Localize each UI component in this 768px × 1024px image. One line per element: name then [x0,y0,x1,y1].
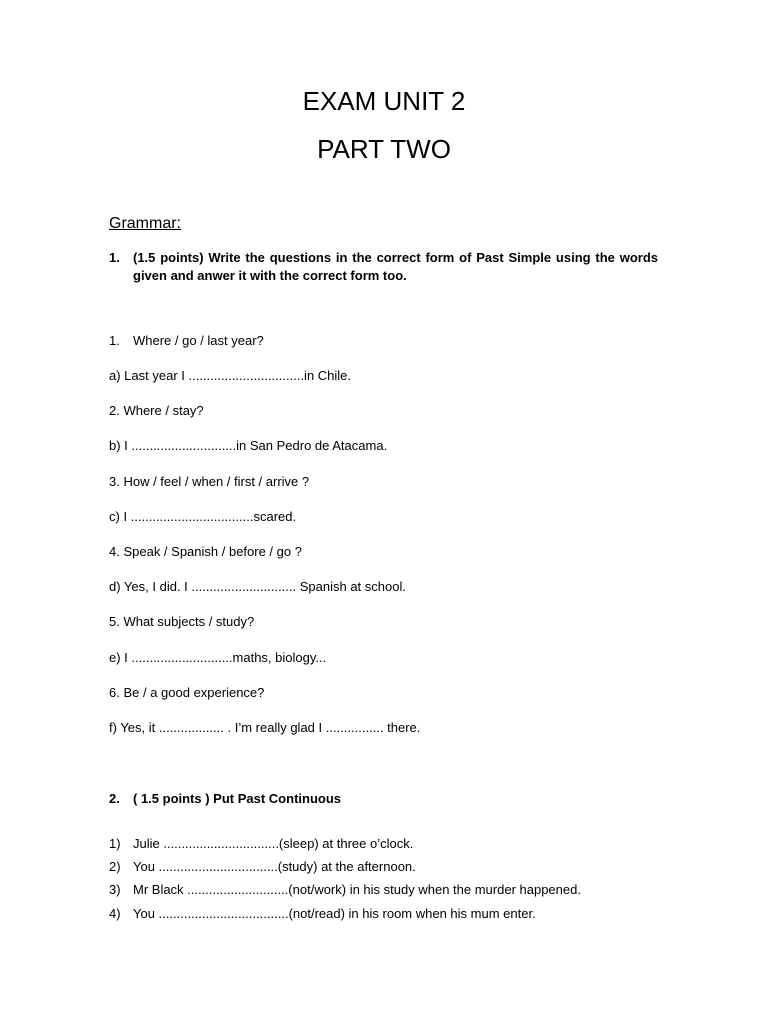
continuous-item-number: 4) [109,906,121,921]
exercise-line: c) I ..................................scared. [109,509,297,524]
section1-number: 1. [109,250,120,265]
continuous-item-number: 1) [109,836,121,851]
exercise-line: a) Last year I ................................in Chile. [109,368,352,383]
part-title: PART TWO [317,134,451,164]
question-1-number: 1. [109,333,120,348]
exercise-line: e) I ............................maths, biology... [109,650,327,665]
exercise-line: 2. Where / stay? [109,403,204,418]
exercise-line: 5. What subjects / study? [109,614,255,629]
continuous-item-text: You ....................................(not/read) in his room when his mum enter. [133,906,536,921]
exercise-line: 6. Be / a good experience? [109,685,265,700]
section1-instruction: (1.5 points) Write the questions in the correct form of Past Simple using the words given and anwer it with the correct form too. [133,250,658,283]
section2-instruction: ( 1.5 points ) Put Past Continuous [133,791,341,806]
question-1-text: Where / go / last year? [133,333,264,348]
exercise-line: 4. Speak / Spanish / before / go ? [109,544,302,559]
grammar-heading: Grammar: [109,215,181,232]
continuous-item-text: You .................................(study) at the afternoon. [133,859,416,874]
exercise-line: f) Yes, it .................. . I’m really glad I ................ there. [109,720,421,735]
continuous-item-number: 3) [109,882,121,897]
exercise-line: d) Yes, I did. I ............................. Spanish at school. [109,579,406,594]
continuous-item-text: Mr Black ............................(not/work) in his study when the murder happened. [133,882,581,897]
continuous-item-text: Julie ................................(sleep) at three o’clock. [133,836,414,851]
section2-number: 2. [109,791,120,806]
exercise-line: 3. How / feel / when / first / arrive ? [109,474,310,489]
exercise-line: b) I .............................in San Pedro de Atacama. [109,438,388,453]
continuous-item-number: 2) [109,859,121,874]
exam-title: EXAM UNIT 2 [302,86,466,116]
